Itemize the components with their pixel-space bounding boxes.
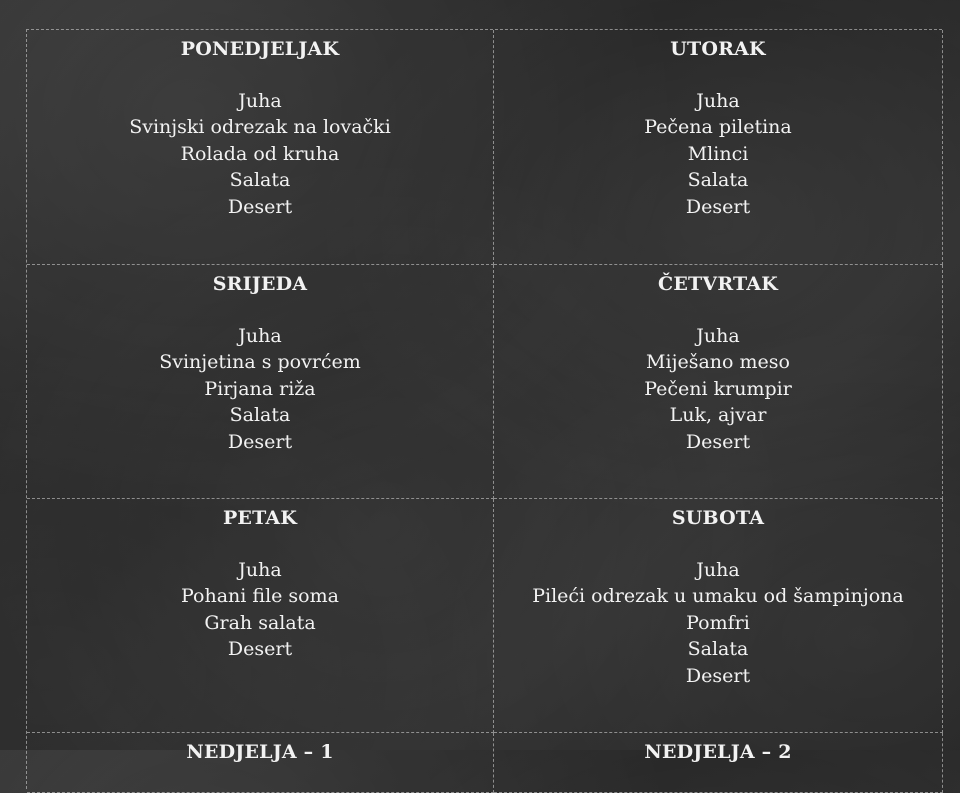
- dish-item: Desert: [685, 664, 751, 687]
- day-card-nedjelja-2: [494, 733, 943, 793]
- dish-item: Salata: [687, 638, 749, 661]
- dish-list: [494, 323, 942, 455]
- dish-list: [27, 323, 493, 455]
- dish-item: Juha: [238, 559, 282, 581]
- dish-item: Grah salata: [204, 611, 316, 634]
- dish-item: Juha: [696, 325, 740, 347]
- day-title: PONEDJELJAK: [180, 38, 340, 60]
- dish-item: Desert: [227, 638, 293, 661]
- day-card-subota: [494, 499, 943, 733]
- dish-item: Salata: [229, 404, 291, 427]
- day-card-petak: [27, 499, 494, 733]
- dish-item: Pohani file soma: [181, 585, 339, 608]
- day-title: NEDJELJA – 2: [644, 741, 792, 763]
- dish-item: Desert: [227, 195, 293, 218]
- weekly-menu-board: [26, 29, 942, 789]
- dish-item: Miješano meso: [646, 351, 790, 374]
- dish-item: Svinjski odrezak na lovački: [129, 116, 391, 139]
- dish-item: Desert: [685, 430, 751, 453]
- dish-item: Pirjana riža: [204, 377, 316, 400]
- dish-item: Juha: [238, 90, 282, 112]
- dish-item: Mlinci: [687, 142, 749, 165]
- dish-item: Pomfri: [686, 611, 750, 634]
- day-card-nedjelja-1: [27, 733, 494, 793]
- day-title: PETAK: [222, 507, 298, 529]
- dish-item: Juha: [696, 559, 740, 581]
- day-title: NEDJELJA – 1: [186, 741, 334, 763]
- dish-item: Desert: [685, 195, 751, 218]
- day-title: SRIJEDA: [212, 273, 308, 295]
- dish-item: Rolada od kruha: [180, 142, 340, 165]
- dish-list: [27, 557, 493, 663]
- dish-item: Pečeni krumpir: [644, 377, 792, 400]
- dish-item: Salata: [687, 169, 749, 192]
- dish-list: [494, 88, 942, 220]
- day-card-ponedjeljak: [27, 30, 494, 265]
- dish-item: Salata: [229, 169, 291, 192]
- day-card-utorak: [494, 30, 943, 265]
- dish-item: Svinjetina s povrćem: [159, 351, 361, 374]
- dish-item: Desert: [227, 430, 293, 453]
- dish-item: Juha: [696, 90, 740, 112]
- day-title: UTORAK: [670, 38, 766, 60]
- day-card-cetvrtak: [494, 265, 943, 499]
- day-title: SUBOTA: [671, 507, 765, 529]
- day-card-srijeda: [27, 265, 494, 499]
- dish-list: [27, 88, 493, 220]
- dish-item: Pečena piletina: [644, 116, 792, 139]
- day-title: ČETVRTAK: [658, 273, 778, 295]
- dish-item: Luk, ajvar: [669, 404, 767, 427]
- dish-list: [494, 557, 942, 689]
- dish-item: Pileći odrezak u umaku od šampinjona: [532, 585, 904, 608]
- dish-item: Juha: [238, 325, 282, 347]
